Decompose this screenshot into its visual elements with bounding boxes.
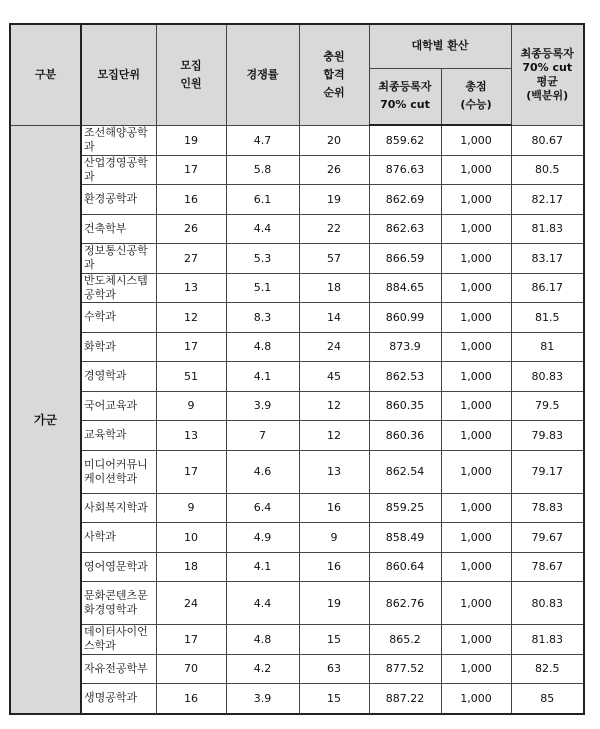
- header-total-line2: (수능): [460, 98, 492, 112]
- cell-rank: 19: [299, 185, 369, 215]
- cell-unit: 반도체시스템공학과: [81, 273, 156, 303]
- table-body: [10, 125, 584, 714]
- header-quota-line1: 모집: [180, 58, 202, 72]
- header-quota-line2: 인원: [180, 76, 202, 90]
- cell-unit: 생명공학과: [81, 684, 156, 714]
- cell-quota: 9: [156, 391, 226, 421]
- cell-total: 1,000: [441, 125, 511, 155]
- cell-pct: 78.67: [511, 552, 584, 582]
- header-pct-line3: 평균: [536, 74, 558, 88]
- table-row: [10, 273, 584, 303]
- cell-rank: 26: [299, 155, 369, 185]
- header-rank-line1: 충원: [323, 49, 345, 63]
- cell-total: 1,000: [441, 552, 511, 582]
- cell-rate: 4.2: [226, 654, 299, 684]
- cell-unit: 정보통신공학과: [81, 244, 156, 274]
- cell-cut: 876.63: [369, 155, 441, 185]
- cell-rank: 57: [299, 244, 369, 274]
- cell-pct: 81.83: [511, 214, 584, 244]
- cell-cut: 860.36: [369, 421, 441, 451]
- cell-rate: 5.8: [226, 155, 299, 185]
- cell-quota: 27: [156, 244, 226, 274]
- cell-pct: 79.5: [511, 391, 584, 421]
- cell-rate: 4.4: [226, 214, 299, 244]
- table-row: [10, 450, 584, 493]
- cell-cut: 862.53: [369, 362, 441, 392]
- header-quota: [156, 24, 226, 125]
- admission-results-table: [9, 23, 585, 715]
- cell-unit: 경영학과: [81, 362, 156, 392]
- cell-unit: 교육학과: [81, 421, 156, 451]
- cell-total: 1,000: [441, 582, 511, 625]
- cell-quota: 19: [156, 125, 226, 155]
- cell-total: 1,000: [441, 391, 511, 421]
- cell-rate: 5.1: [226, 273, 299, 303]
- cell-quota: 16: [156, 185, 226, 215]
- cell-cut: 866.59: [369, 244, 441, 274]
- cell-quota: 51: [156, 362, 226, 392]
- cell-quota: 17: [156, 625, 226, 655]
- header-cut-line2: 70% cut: [380, 98, 430, 112]
- cell-quota: 10: [156, 523, 226, 553]
- table-row: [10, 552, 584, 582]
- cell-pct: 80.67: [511, 125, 584, 155]
- header-rank: [299, 24, 369, 125]
- cell-rate: 4.9: [226, 523, 299, 553]
- cell-rank: 16: [299, 493, 369, 523]
- cell-pct: 83.17: [511, 244, 584, 274]
- cell-rank: 63: [299, 654, 369, 684]
- cell-rank: 9: [299, 523, 369, 553]
- table-row: [10, 362, 584, 392]
- header-conversion: 대학별 환산: [369, 24, 511, 68]
- table-row: [10, 684, 584, 714]
- table-row: [10, 332, 584, 362]
- cell-cut: 887.22: [369, 684, 441, 714]
- table-row: [10, 493, 584, 523]
- cell-rank: 15: [299, 684, 369, 714]
- cell-pct: 85: [511, 684, 584, 714]
- table-row: [10, 391, 584, 421]
- table-row: [10, 244, 584, 274]
- header-pct-line1: 최종등록자: [520, 46, 574, 60]
- header-cut: [369, 68, 441, 125]
- cell-rank: 18: [299, 273, 369, 303]
- cell-rank: 12: [299, 391, 369, 421]
- table-row: [10, 214, 584, 244]
- header-cut-line1: 최종등록자: [378, 80, 432, 94]
- cell-rank: 19: [299, 582, 369, 625]
- header-percentile: [511, 24, 584, 125]
- cell-pct: 79.83: [511, 421, 584, 451]
- cell-rank: 12: [299, 421, 369, 451]
- cell-rate: 4.6: [226, 450, 299, 493]
- cell-quota: 12: [156, 303, 226, 333]
- cell-unit: 사회복지학과: [81, 493, 156, 523]
- cell-total: 1,000: [441, 493, 511, 523]
- header-pct-line2: 70% cut: [522, 60, 573, 74]
- cell-total: 1,000: [441, 421, 511, 451]
- cell-rate: 4.1: [226, 552, 299, 582]
- table-row: [10, 523, 584, 553]
- header-total: [441, 68, 511, 125]
- cell-quota: 17: [156, 450, 226, 493]
- cell-quota: 26: [156, 214, 226, 244]
- header-rate: 경쟁률: [226, 24, 299, 125]
- table-row: [10, 654, 584, 684]
- cell-total: 1,000: [441, 185, 511, 215]
- cell-total: 1,000: [441, 523, 511, 553]
- cell-cut: 862.63: [369, 214, 441, 244]
- cell-unit: 미디어커뮤니케이션학과: [81, 450, 156, 493]
- cell-pct: 81.5: [511, 303, 584, 333]
- table-row: [10, 185, 584, 215]
- cell-quota: 13: [156, 273, 226, 303]
- cell-rank: 13: [299, 450, 369, 493]
- cell-unit: 자유전공학부: [81, 654, 156, 684]
- cell-total: 1,000: [441, 244, 511, 274]
- cell-rate: 4.8: [226, 332, 299, 362]
- cell-rate: 4.8: [226, 625, 299, 655]
- table-row: [10, 582, 584, 625]
- cell-rank: 24: [299, 332, 369, 362]
- cell-pct: 80.83: [511, 582, 584, 625]
- cell-pct: 79.67: [511, 523, 584, 553]
- cell-total: 1,000: [441, 684, 511, 714]
- cell-cut: 858.49: [369, 523, 441, 553]
- cell-cut: 877.52: [369, 654, 441, 684]
- cell-cut: 862.76: [369, 582, 441, 625]
- cell-rate: 3.9: [226, 684, 299, 714]
- cell-quota: 16: [156, 684, 226, 714]
- cell-total: 1,000: [441, 332, 511, 362]
- cell-unit: 조선해양공학과: [81, 125, 156, 155]
- cell-quota: 9: [156, 493, 226, 523]
- cell-unit: 영어영문학과: [81, 552, 156, 582]
- cell-cut: 873.9: [369, 332, 441, 362]
- cell-rate: 4.4: [226, 582, 299, 625]
- cell-rate: 3.9: [226, 391, 299, 421]
- cell-rate: 6.1: [226, 185, 299, 215]
- cell-unit: 사학과: [81, 523, 156, 553]
- cell-pct: 81: [511, 332, 584, 362]
- cell-unit: 건축학부: [81, 214, 156, 244]
- cell-rank: 20: [299, 125, 369, 155]
- table-row: [10, 625, 584, 655]
- cell-total: 1,000: [441, 362, 511, 392]
- cell-rate: 4.1: [226, 362, 299, 392]
- cell-unit: 문화콘텐츠문화경영학과: [81, 582, 156, 625]
- cell-rate: 8.3: [226, 303, 299, 333]
- table-row: [10, 303, 584, 333]
- group-label: 가군: [10, 125, 81, 714]
- cell-cut: 860.99: [369, 303, 441, 333]
- cell-quota: 24: [156, 582, 226, 625]
- header-pct-line4: (백분위): [526, 88, 569, 102]
- cell-rate: 5.3: [226, 244, 299, 274]
- cell-cut: 859.62: [369, 125, 441, 155]
- cell-unit: 데이터사이언스학과: [81, 625, 156, 655]
- cell-pct: 80.83: [511, 362, 584, 392]
- cell-cut: 865.2: [369, 625, 441, 655]
- cell-quota: 17: [156, 155, 226, 185]
- cell-rank: 15: [299, 625, 369, 655]
- cell-rate: 4.7: [226, 125, 299, 155]
- cell-pct: 82.17: [511, 185, 584, 215]
- cell-quota: 70: [156, 654, 226, 684]
- cell-unit: 산업경영공학과: [81, 155, 156, 185]
- cell-total: 1,000: [441, 273, 511, 303]
- table-row: [10, 421, 584, 451]
- cell-pct: 81.83: [511, 625, 584, 655]
- cell-quota: 17: [156, 332, 226, 362]
- cell-total: 1,000: [441, 625, 511, 655]
- cell-quota: 18: [156, 552, 226, 582]
- cell-cut: 860.64: [369, 552, 441, 582]
- cell-unit: 환경공학과: [81, 185, 156, 215]
- cell-cut: 859.25: [369, 493, 441, 523]
- header-rank-line3: 순위: [323, 85, 345, 99]
- cell-pct: 78.83: [511, 493, 584, 523]
- header-rank-line2: 합격: [323, 67, 345, 81]
- cell-total: 1,000: [441, 654, 511, 684]
- header-group: 구분: [10, 24, 81, 125]
- cell-pct: 86.17: [511, 273, 584, 303]
- cell-total: 1,000: [441, 155, 511, 185]
- cell-pct: 79.17: [511, 450, 584, 493]
- cell-cut: 884.65: [369, 273, 441, 303]
- cell-rate: 6.4: [226, 493, 299, 523]
- admission-table-container: [9, 23, 585, 715]
- cell-rank: 45: [299, 362, 369, 392]
- cell-rate: 7: [226, 421, 299, 451]
- cell-pct: 80.5: [511, 155, 584, 185]
- cell-rank: 14: [299, 303, 369, 333]
- cell-total: 1,000: [441, 450, 511, 493]
- cell-cut: 860.35: [369, 391, 441, 421]
- cell-total: 1,000: [441, 303, 511, 333]
- cell-pct: 82.5: [511, 654, 584, 684]
- cell-quota: 13: [156, 421, 226, 451]
- cell-rank: 22: [299, 214, 369, 244]
- table-row: [10, 125, 584, 155]
- header-unit: 모집단위: [81, 24, 156, 125]
- cell-unit: 화학과: [81, 332, 156, 362]
- cell-unit: 수학과: [81, 303, 156, 333]
- cell-cut: 862.54: [369, 450, 441, 493]
- table-row: [10, 155, 584, 185]
- header-total-line1: 총점: [465, 80, 487, 94]
- cell-unit: 국어교육과: [81, 391, 156, 421]
- cell-cut: 862.69: [369, 185, 441, 215]
- cell-rank: 16: [299, 552, 369, 582]
- cell-total: 1,000: [441, 214, 511, 244]
